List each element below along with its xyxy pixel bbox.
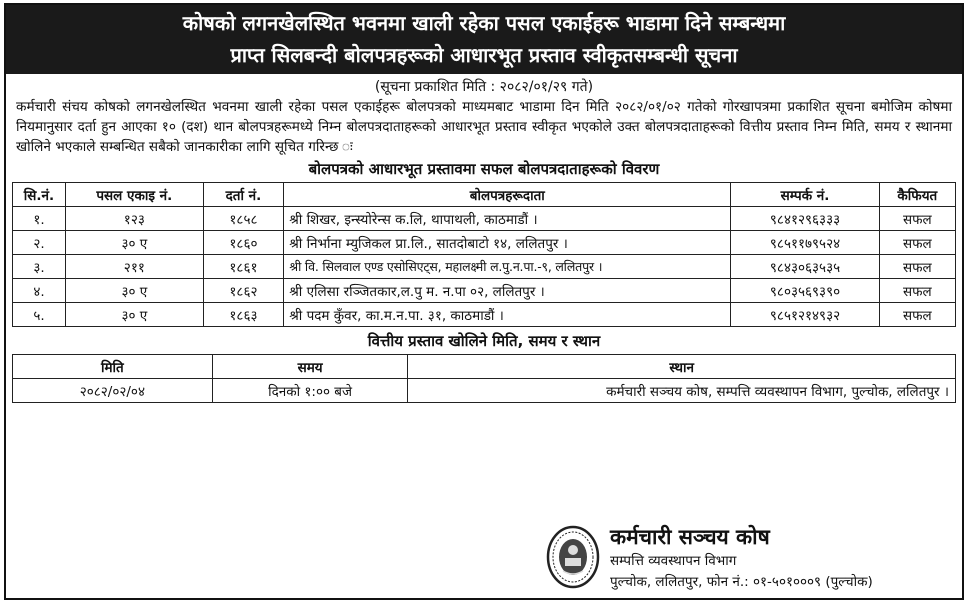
cell-bidder: श्री पदम कुँवर, का.म.न.पा. ३१, काठमाडौं ।: [284, 303, 731, 327]
col-sn: सि.नं.: [13, 183, 66, 207]
col-time: समय: [212, 355, 408, 379]
cell-sn: ५.: [13, 303, 66, 327]
cell-sn: ४.: [13, 279, 66, 303]
opening-table: [12, 354, 956, 403]
table-row: [13, 379, 956, 403]
cell-contact: ९८४१२९६३३३: [731, 207, 879, 231]
table-row: [13, 303, 956, 327]
cell-shop-unit: ३० ए: [65, 231, 203, 255]
cell-reg-no: १८६१: [203, 255, 284, 279]
cell-bidder: श्री शिखर, इन्स्योरेन्स क.लि, थापाथली, काठमाडौं ।: [284, 207, 731, 231]
cell-shop-unit: ३० ए: [65, 303, 203, 327]
opening-table-header: [13, 355, 956, 379]
col-contact: सम्पर्क नं.: [731, 183, 879, 207]
table-row: [13, 279, 956, 303]
cell-shop-unit: ३० ए: [65, 279, 203, 303]
cell-reg-no: १८६३: [203, 303, 284, 327]
cell-date: २०८२/०२/०४: [13, 379, 213, 403]
bidders-table-heading: बोलपत्रको आधारभूत प्रस्तावमा सफल बोलपत्रदाताहरूको विवरण: [308, 160, 660, 178]
cell-remarks: सफल: [879, 231, 955, 255]
org-name: कर्मचारी सञ्चय कोष: [610, 525, 770, 549]
org-department: सम्पत्ति व्यवस्थापन विभाग: [610, 553, 737, 569]
notice-title-banner: [6, 5, 962, 74]
cell-remarks: सफल: [879, 303, 955, 327]
col-date: मिति: [13, 355, 213, 379]
col-shop-unit: पसल एकाइ नं.: [65, 183, 203, 207]
table-row: [13, 207, 956, 231]
cell-sn: ३.: [13, 255, 66, 279]
cell-time: दिनको १:०० बजे: [212, 379, 408, 403]
cell-reg-no: १८६२: [203, 279, 284, 303]
cell-remarks: सफल: [879, 279, 955, 303]
org-address: पुल्चोक, ललितपुर, फोन नं.: ०१-५०१०००९ (पुल्चोक): [610, 574, 873, 590]
col-place: स्थान: [408, 355, 956, 379]
table-row: [13, 231, 956, 255]
cell-contact: ९८५११७९५२४: [731, 231, 879, 255]
cell-shop-unit: १२३: [65, 207, 203, 231]
notice-body: कर्मचारी संचय कोषको लगनखेलस्थित भवनमा खाली रहेका पसल एकाईहरू बोलपत्रको माध्यमबाट भाडामा दिन मिति २०८२/०१/०२ गतेको गोरखापत्रमा प्रकाशित सूचना बमोजिम कोषमा नियमानुसार दर्ता हुन आएका १० (दश) थान बोलपत्रहरूमध्ये निम्न बोलपत्रदाताहरूको आधारभूत प्रस्ताव स्वीकृत भएकोले उक्त बोलपत्रदाताहरूको वित्तीय प्रस्ताव निम्न मिति, समय र स्थानमा खोलिने भएकाले सम्बन्धित सबैको जानकारीका लागि सूचित गरिन्छ ः: [16, 99, 952, 155]
cell-contact: ९८०३५६९३९०: [731, 279, 879, 303]
cell-reg-no: १८६०: [203, 231, 284, 255]
cell-sn: १.: [13, 207, 66, 231]
cell-contact: ९८५१२१४९३२: [731, 303, 879, 327]
notice-page: [4, 3, 964, 600]
cell-bidder: श्री वि. सिलवाल एण्ड एसोसिएट्स, महालक्ष्मी ल.पु.न.पा.-९, ललितपुर ।: [284, 255, 731, 279]
cell-remarks: सफल: [879, 255, 955, 279]
col-reg-no: दर्ता नं.: [203, 183, 284, 207]
cell-sn: २.: [13, 231, 66, 255]
cell-place: कर्मचारी सञ्चय कोष, सम्पत्ति व्यवस्थापन विभाग, पुल्चोक, ललितपुर ।: [408, 379, 956, 403]
cell-bidder: श्री एलिसा रञ्जितकार,ल.पु म. न.पा ०२, ललितपुर ।: [284, 279, 731, 303]
notice-title-line2: प्राप्त सिलबन्दी बोलपत्रहरूको आधारभूत प्रस्ताव स्वीकृतसम्बन्धी सूचना: [230, 43, 738, 67]
cell-remarks: सफल: [879, 207, 955, 231]
notice-title-line1: कोषको लगनखेलस्थित भवनमा खाली रहेका पसल एकाईहरू भाडामा दिने सम्बन्धमा: [182, 11, 786, 35]
cell-reg-no: १८५८: [203, 207, 284, 231]
cell-shop-unit: २११: [65, 255, 203, 279]
opening-table-heading: वित्तीय प्रस्ताव खोलिने मिति, समय र स्थान: [367, 332, 601, 350]
bidders-table-header: [13, 183, 956, 207]
cell-bidder: श्री निर्भाना म्युजिकल प्रा.लि., सातदोबाटो १४, ललितपुर ।: [284, 231, 731, 255]
bidders-table: [12, 182, 956, 327]
issuer-text: [610, 523, 873, 593]
epf-seal-icon: [546, 525, 600, 589]
col-remarks: कैफियत: [879, 183, 955, 207]
table-row: [13, 255, 956, 279]
published-date: (सूचना प्रकाशित मिति : २०८२/०१/२९ गते): [374, 79, 594, 95]
cell-contact: ९८४३०६३५३५: [731, 255, 879, 279]
col-bidder: बोलपत्रहरूदाता: [284, 183, 731, 207]
issuer-block: [546, 523, 961, 595]
